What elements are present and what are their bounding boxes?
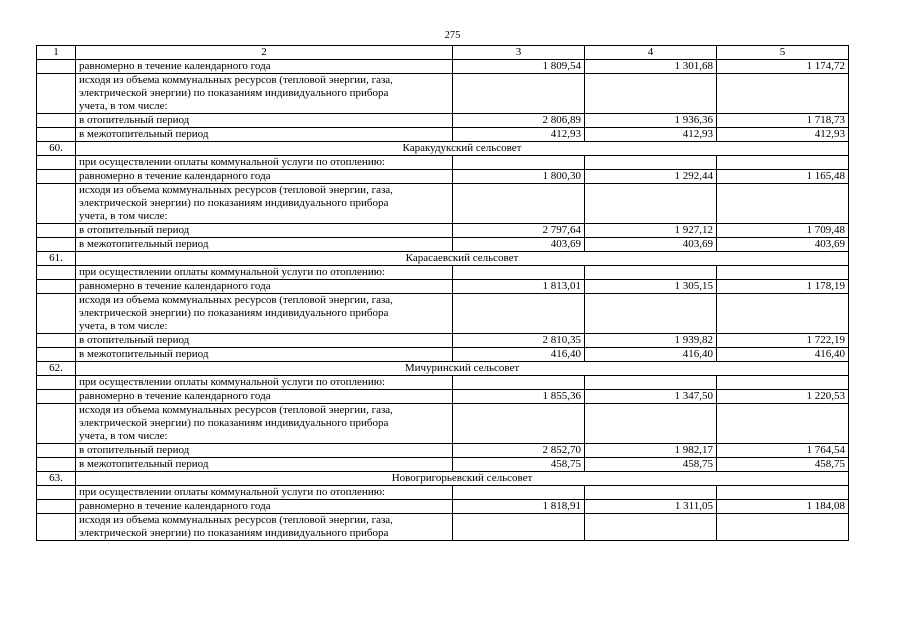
value-cell	[585, 74, 717, 114]
column-header: 1	[37, 46, 76, 60]
value-cell	[585, 514, 717, 541]
row-index-cell	[37, 224, 76, 238]
value-cell: 1 311,05	[585, 500, 717, 514]
table-row	[37, 114, 849, 128]
value-cell	[585, 266, 717, 280]
row-label-line: электрической энергии) по показаниям индивидуального прибора	[79, 197, 389, 209]
value-cell	[585, 156, 717, 170]
value-cell: 1 818,91	[453, 500, 585, 514]
value-cell: 412,93	[717, 128, 849, 142]
row-index-cell	[37, 458, 76, 472]
value-cell: 2 810,35	[453, 334, 585, 348]
value-cell: 1 347,50	[585, 390, 717, 404]
value-cell: 412,93	[453, 128, 585, 142]
row-label	[76, 404, 453, 444]
row-label: в отопительный период	[76, 444, 453, 458]
value-cell	[717, 266, 849, 280]
value-cell: 1 800,30	[453, 170, 585, 184]
value-cell	[453, 486, 585, 500]
value-cell	[717, 294, 849, 334]
row-label	[76, 514, 453, 541]
row-index-cell	[37, 294, 76, 334]
value-cell	[717, 156, 849, 170]
row-label: в межотопительный период	[76, 128, 453, 142]
value-cell: 416,40	[717, 348, 849, 362]
value-cell: 412,93	[585, 128, 717, 142]
value-cell	[453, 74, 585, 114]
table-row	[37, 128, 849, 142]
row-label: равномерно в течение календарного года	[76, 390, 453, 404]
value-cell: 1 165,48	[717, 170, 849, 184]
section-number: 60.	[37, 142, 76, 156]
row-label-line: исходя из объема коммунальных ресурсов (тепловой энергии, газа,	[79, 514, 393, 526]
row-label-line: учета, в том числе:	[79, 430, 168, 442]
value-cell: 1 722,19	[717, 334, 849, 348]
value-cell	[585, 184, 717, 224]
row-index-cell	[37, 74, 76, 114]
row-label	[76, 74, 453, 114]
row-label: при осуществлении оплаты коммунальной услуги по отоплению:	[76, 486, 453, 500]
value-cell	[717, 184, 849, 224]
row-index-cell	[37, 114, 76, 128]
column-header: 2	[76, 46, 453, 60]
table-row	[37, 74, 849, 114]
row-label-line: электрической энергии) по показаниям индивидуального прибора	[79, 417, 389, 429]
row-label	[76, 294, 453, 334]
row-label: равномерно в течение календарного года	[76, 60, 453, 74]
row-index-cell	[37, 348, 76, 362]
table-row	[37, 376, 849, 390]
table-row	[37, 184, 849, 224]
value-cell	[453, 184, 585, 224]
table-row	[37, 266, 849, 280]
section-title: Новогригорьевский сельсовет	[76, 472, 849, 486]
row-label: при осуществлении оплаты коммунальной услуги по отоплению:	[76, 156, 453, 170]
value-cell	[717, 486, 849, 500]
row-label: в межотопительный период	[76, 238, 453, 252]
row-label: равномерно в течение календарного года	[76, 280, 453, 294]
table-row	[37, 404, 849, 444]
value-cell	[717, 376, 849, 390]
value-cell: 458,75	[453, 458, 585, 472]
row-label: при осуществлении оплаты коммунальной услуги по отоплению:	[76, 266, 453, 280]
value-cell	[717, 514, 849, 541]
row-index-cell	[37, 238, 76, 252]
value-cell: 416,40	[453, 348, 585, 362]
table-row	[37, 156, 849, 170]
row-index-cell	[37, 444, 76, 458]
row-label-line: учета, в том числе:	[79, 210, 168, 222]
row-index-cell	[37, 170, 76, 184]
row-index-cell	[37, 390, 76, 404]
value-cell: 416,40	[585, 348, 717, 362]
value-cell: 1 220,53	[717, 390, 849, 404]
value-cell	[585, 486, 717, 500]
row-index-cell	[37, 514, 76, 541]
table-row	[37, 486, 849, 500]
section-row	[37, 472, 849, 486]
value-cell	[585, 294, 717, 334]
table-row	[37, 170, 849, 184]
section-title: Карасаевский сельсовет	[76, 252, 849, 266]
row-index-cell	[37, 404, 76, 444]
value-cell: 1 178,19	[717, 280, 849, 294]
value-cell: 1 292,44	[585, 170, 717, 184]
section-number: 61.	[37, 252, 76, 266]
value-cell: 1 982,17	[585, 444, 717, 458]
value-cell	[453, 404, 585, 444]
section-number: 63.	[37, 472, 76, 486]
section-title: Каракудукский сельсовет	[76, 142, 849, 156]
column-header: 5	[717, 46, 849, 60]
row-index-cell	[37, 60, 76, 74]
row-label-line: электрической энергии) по показаниям индивидуального прибора	[79, 87, 389, 99]
row-label-line: исходя из объема коммунальных ресурсов (тепловой энергии, газа,	[79, 184, 393, 196]
value-cell: 1 813,01	[453, 280, 585, 294]
value-cell: 403,69	[717, 238, 849, 252]
row-label-line: исходя из объема коммунальных ресурсов (тепловой энергии, газа,	[79, 294, 393, 306]
row-label: в межотопительный период	[76, 458, 453, 472]
row-label	[76, 184, 453, 224]
value-cell: 1 927,12	[585, 224, 717, 238]
row-index-cell	[37, 486, 76, 500]
value-cell	[585, 404, 717, 444]
value-cell	[717, 74, 849, 114]
row-label: равномерно в течение календарного года	[76, 170, 453, 184]
row-label-line: учета, в том числе:	[79, 320, 168, 332]
value-cell: 1 936,36	[585, 114, 717, 128]
value-cell: 403,69	[453, 238, 585, 252]
value-cell: 2 852,70	[453, 444, 585, 458]
value-cell	[453, 376, 585, 390]
value-cell: 1 764,54	[717, 444, 849, 458]
value-cell: 403,69	[585, 238, 717, 252]
section-row	[37, 142, 849, 156]
table-row	[37, 60, 849, 74]
row-index-cell	[37, 500, 76, 514]
row-index-cell	[37, 334, 76, 348]
row-label-line: учета, в том числе:	[79, 100, 168, 112]
page-number: 275	[444, 30, 461, 41]
section-title: Мичуринский сельсовет	[76, 362, 849, 376]
value-cell: 1 939,82	[585, 334, 717, 348]
value-cell: 1 174,72	[717, 60, 849, 74]
table-row	[37, 224, 849, 238]
table-row	[37, 280, 849, 294]
value-cell: 1 184,08	[717, 500, 849, 514]
table-row	[37, 458, 849, 472]
column-header: 3	[453, 46, 585, 60]
value-cell: 1 709,48	[717, 224, 849, 238]
value-cell: 1 718,73	[717, 114, 849, 128]
value-cell	[453, 156, 585, 170]
value-cell	[585, 376, 717, 390]
value-cell: 2 806,89	[453, 114, 585, 128]
table-row	[37, 348, 849, 362]
row-label: в отопительный период	[76, 224, 453, 238]
value-cell: 2 797,64	[453, 224, 585, 238]
table-row	[37, 238, 849, 252]
row-label-line: электрической энергии) по показаниям индивидуального прибора	[79, 307, 389, 319]
value-cell: 1 855,36	[453, 390, 585, 404]
value-cell: 458,75	[585, 458, 717, 472]
value-cell	[453, 266, 585, 280]
value-cell: 1 301,68	[585, 60, 717, 74]
row-label: в отопительный период	[76, 114, 453, 128]
value-cell: 1 809,54	[453, 60, 585, 74]
value-cell	[453, 294, 585, 334]
section-number: 62.	[37, 362, 76, 376]
value-cell	[717, 404, 849, 444]
row-label: равномерно в течение календарного года	[76, 500, 453, 514]
row-label-line: исходя из объема коммунальных ресурсов (тепловой энергии, газа,	[79, 74, 393, 86]
section-row	[37, 252, 849, 266]
tariff-table	[36, 45, 849, 541]
table-row	[37, 334, 849, 348]
table-row	[37, 390, 849, 404]
column-header: 4	[585, 46, 717, 60]
row-label: в межотопительный период	[76, 348, 453, 362]
row-label-line: исходя из объема коммунальных ресурсов (тепловой энергии, газа,	[79, 404, 393, 416]
value-cell: 458,75	[717, 458, 849, 472]
row-index-cell	[37, 128, 76, 142]
row-label-line: электрической энергии) по показаниям индивидуального прибора	[79, 527, 389, 539]
value-cell: 1 305,15	[585, 280, 717, 294]
row-index-cell	[37, 266, 76, 280]
row-index-cell	[37, 280, 76, 294]
row-index-cell	[37, 184, 76, 224]
row-index-cell	[37, 156, 76, 170]
table-row	[37, 294, 849, 334]
row-index-cell	[37, 376, 76, 390]
row-label: в отопительный период	[76, 334, 453, 348]
column-header-row	[37, 46, 849, 60]
table-row	[37, 514, 849, 541]
row-label: при осуществлении оплаты коммунальной услуги по отоплению:	[76, 376, 453, 390]
section-row	[37, 362, 849, 376]
table-row	[37, 444, 849, 458]
table-row	[37, 500, 849, 514]
value-cell	[453, 514, 585, 541]
